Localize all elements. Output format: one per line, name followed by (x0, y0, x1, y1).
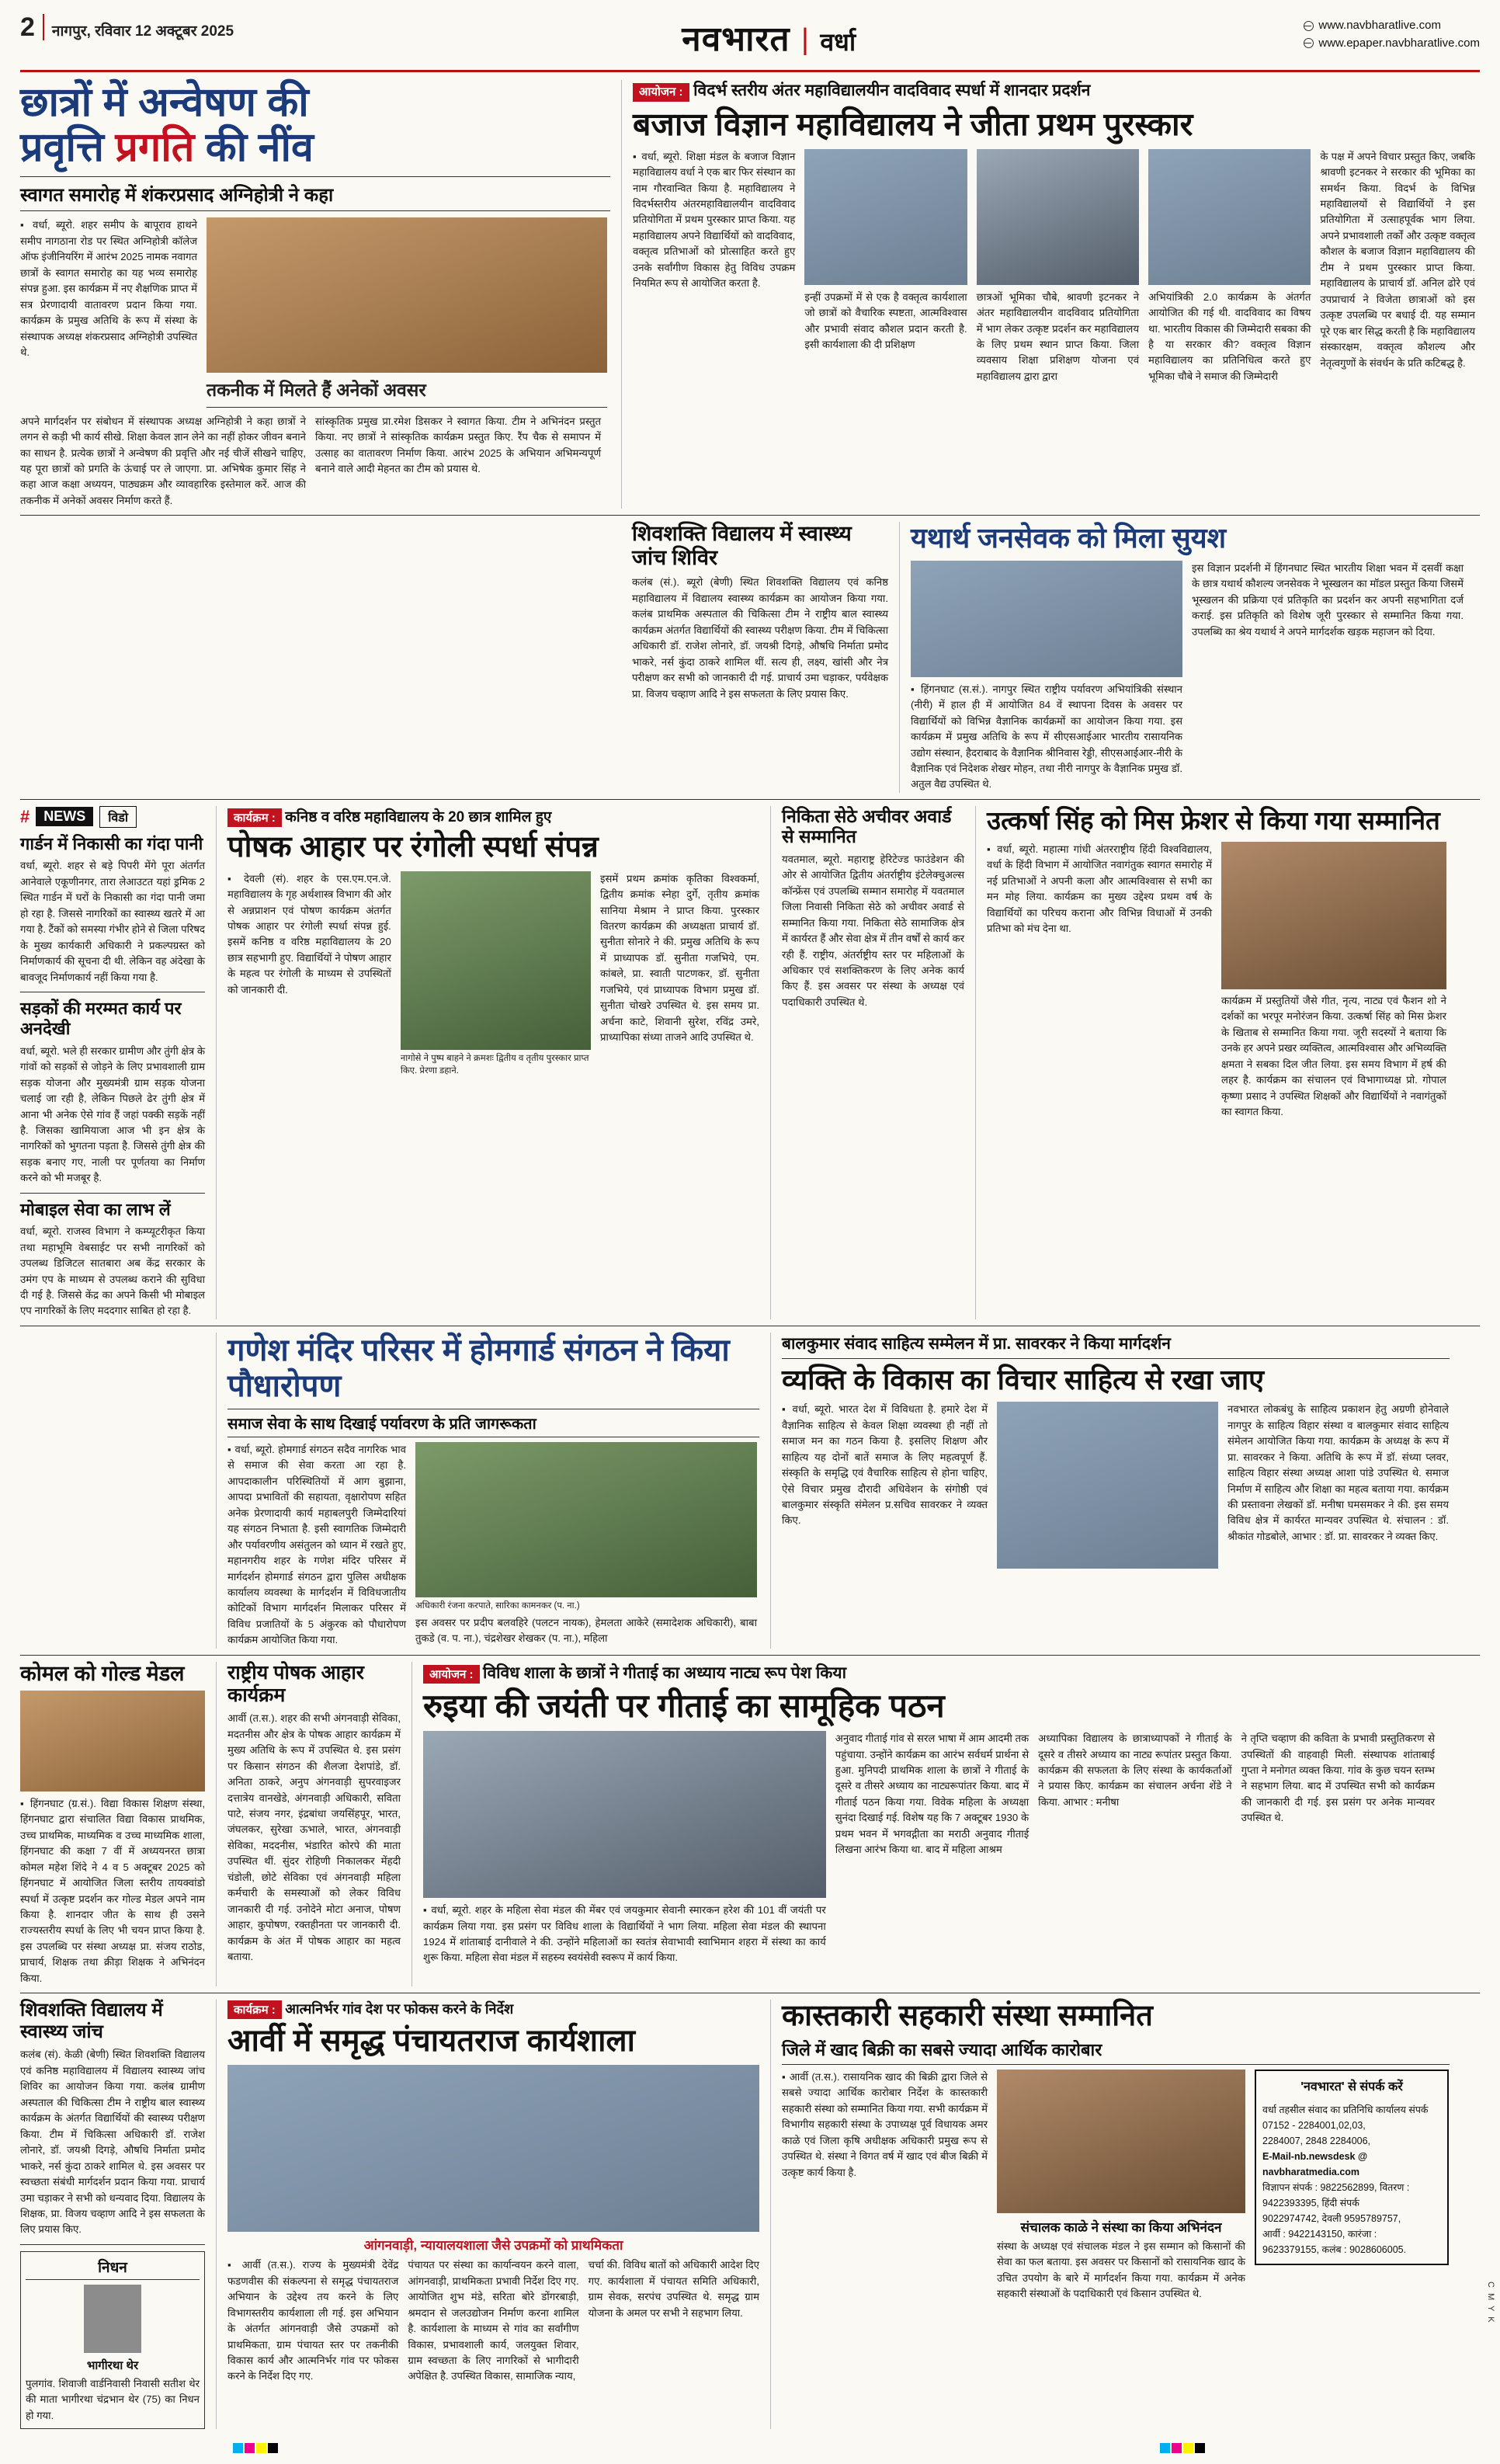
lead-headline-l1: छात्रों में अन्वेषण की (20, 80, 309, 125)
contact-line-9: 9623379155, कलंब : 9028606005. (1262, 2243, 1407, 2255)
debate-photo-2 (977, 149, 1139, 285)
debate-body2: इन्हीं उपक्रमों में से एक है वक्तृत्व कार्यशाला जो छात्रों को वैचारिक स्पष्टता, आत्मविश्वास और प्रभावी संवाद कौशल प्रदान करती है. इसी कार्यशाला की दी प्रशिक्षण (804, 290, 967, 350)
kastkari-story (770, 2000, 1450, 2429)
contact-email-label[interactable]: E-Mail-nb.newsdesk @ (1262, 2150, 1368, 2162)
color-registration-bar (233, 2443, 278, 2453)
panchayat-caption: आंगनवाड़ी, न्यायालयशाला जैसे उपक्रमों को प्राथमिकता (363, 2238, 623, 2254)
contact-box (1255, 2070, 1449, 2265)
komal-photo (20, 1691, 205, 1792)
briefs-column (20, 806, 205, 1319)
ruiya-photo (423, 1731, 826, 1898)
homeguard-body1: ▪ वर्धा, ब्यूरो. होमगार्ड संगठन सदैव नागरिक भाव से समाज की सेवा करता आ रहा है. आपदाकालीन परिस्थितियों में आग बुझाना, आपदा प्रभावितों की सहायता, वृक्षारोपण सहित अनेक प्रेरणादायी कार्य महाबलपुरी जिम्मेदारियां यह संगठन निभाता है. इसी स्वागतिक जिम्मेदारी और पर्यावरणीय असंतुलन को ध्यान में रखते हुए, महानगरीय शहर के गणेश मंदिर परिसर में मार्गदर्शन होमगार्ड संगठन द्वारा पुलिस अधीक्षक कार्यालय व्यवस्था के मार्गदर्शन में विविधजातीय कोटिकों विभाग मार्गदर्शन मिलाकर परिसर में विविध प्रजातियों के 5 अंकुरक को पौधारोपण कार्यक्रम आयोजित किया गया. (227, 1443, 406, 1646)
debate-body5: के पक्ष में अपने विचार प्रस्तुत किए, जबकि श्रावणी इटनकर ने सरकार की भूमिका का समर्थन किया. विदर्भ के विभिन्न महाविद्यालयों से विद्यार्थियों ने इस प्रतियोगिता में उत्साहपूर्वक भाग लिया. अपने प्रभावशाली तर्कों और उत्कृष्ट वक्तृत्व कौशल के बजाज विज्ञान महाविद्यालय की टीम ने प्रथम पुरस्कार प्राप्त किया. महाविद्यालय के प्राचार्य डॉ. अनिल ढोरे एवं उपप्राचार्य ने विजेता छात्राओं को इस उत्कृष्ट उपलब्धि पर बधाई दी. यह सम्मान पूरे एक बार सिद्ध करती है कि महाविद्यालय संस्कारक्षम, वक्तृत्व कौशल्य और नेतृत्वगुणों के संवर्धन के प्रति कटिबद्ध है. (1320, 150, 1475, 369)
homeguard-photo (415, 1442, 757, 1597)
dateline: नागपुर, रविवार 12 अक्टूबर 2025 (51, 23, 234, 40)
masthead-separator: | (801, 23, 809, 56)
contact-column (1255, 2070, 1449, 2302)
kastkari-caption: संचालक काळे ने संस्था का किया अभिनंदन (1020, 2219, 1222, 2235)
rangoli-kicker-row (227, 806, 759, 827)
obituary-box (20, 2251, 205, 2429)
kastkari-photo (997, 2070, 1245, 2213)
edition-name: वर्धा (820, 28, 856, 56)
ruiya-headline: रुइया की जयंती पर गीताई का सामूहिक पठन (423, 1687, 945, 1724)
kastkari-body1: ▪ आर्वी (त.स.). रासायनिक खाद की बिक्री द्वारा जिले से सबसे ज्यादा आर्थिक कारोबार निर्देश के कास्तकारी सहकारी संस्था को सम्मानित किया गया. सभी कार्यक्रम में विभागीय सहकारी संस्था के उपाध्यक्ष पूर्व विधायक अमर काळे एवं जिला कृषि अधीक्षक अधिकारी प्रमुख रूप से उपस्थित थे. संस्था ने विगत वर्ष में खाद एवं बीज बिक्री में उत्कृष्ट कार्य किया है. (782, 2070, 988, 2178)
health-camp-headline: शिवशक्ति विद्यालय में स्वास्थ्य जांच शिविर (632, 522, 852, 570)
second-zone (20, 522, 1480, 793)
balkumar-headline-top: बालकुमार संवाद साहित्य सम्मेलन में प्रा. सावरकर ने किया मार्गदर्शन (782, 1333, 1450, 1359)
utkarsha-body2: कार्यक्रम में प्रस्तुतियों जैसे गीत, नृत्य, नाट्य एवं फैशन शो ने दर्शकों का भरपूर मनोरंजन किया. उत्कर्षा सिंह को मिस फ्रेशर के खिताब से सम्मानित किया गया. जूरी सदस्यों ने बताया कि उनके हर अपने प्रखर व्यक्तित्व, आत्मविश्वास और अभिव्यक्ति क्षमता ने सबका दिल जीत लिया. इस समय विभाग में हर्ष की लहर है. कार्यक्रम का संचालन एवं विभागाध्यक्ष प्रो. गोपाल कृष्णा प्रसाद ने उपस्थित शिक्षकों और विद्यार्थियों ने नवागंतुकों का स्वागत किया. (1221, 994, 1446, 1118)
balkumar-story (770, 1333, 1450, 1649)
debate-kicker-text: विदर्भ स्तरीय अंतर महाविद्यालयीन वादविवाद स्पर्धा में शानदार प्रदर्शन (693, 82, 1091, 99)
lead-continued (20, 522, 610, 793)
lead-headline (20, 80, 610, 170)
mobile-headline: मोबाइल सेवा का लाभ लें (20, 1199, 171, 1219)
poshak-body: आर्वी (त.स.). शहर की सभी अंगनवाड़ी सेविका, मदतनीस और क्षेत्र के पोषक आहार कार्यक्रम में मुख्य अतिथि के रूप में उपस्थित थे. इस प्रसंग पर किसान संगठन की शैलजा देशपांडे, डॉ. अनिता ठाकरे, अनुप अंगनवाड़ी सुपरवाइजर दत्तात्रेय वानखेडे, अंगनवाड़ी अधिकारी, सविता पाटे, संजय नगर, इंद्रबांधा जयसिंहपूर, भारत, जंघलकर, सुरेखा ऊभाले, भारत, अंगनवाड़ी सेविका, मददनीस, भंडारित कोरपे की माता उपस्थित थीं. सुंदर रोहिणी निकालकर मेंहदी चंडोली, छोटे सेविका एवं अंगनवाड़ी महिला कर्मचारी के समस्याओं को लेकर विविध जानकारी दी गई. उनोदेने मोटा अनाज, पोषण आहार, कुपोषण, रक्तहीनता पर जानकारी दी. कार्यक्रम के अंत में पोषक आहार का महत्व बताया. (227, 1712, 401, 1963)
lead-headline-l3: की नींव (205, 125, 314, 171)
masthead-left (20, 14, 234, 40)
utkarsha-photo (1221, 842, 1446, 989)
panchayat-kicker-row (227, 2000, 759, 2019)
contact-line-8: आर्वी : 9422143150, कारंजा : (1262, 2228, 1377, 2240)
page-number: 2 (20, 14, 44, 40)
contact-line-5: विज्ञापन संपर्क : 9822562899, वितरण : (1262, 2181, 1410, 2193)
publication-title: नवभारत (682, 20, 790, 58)
debate-body1: ▪ वर्धा, ब्यूरो. शिक्षा मंडल के बजाज विज्ञान महाविद्यालय वर्धा ने एक बार फिर संस्थान का नाम गौरवान्वित किया है. महाविद्यालय ने विदर्भस्तरीय अंतरमहाविद्यालयीन वादविवाद प्रतियोगिता में प्रथम पुरस्कार प्राप्त किया. यह महाविद्यालय अपने विद्यार्थियों को वादविवाद, वक्तृत्व प्रतिभाओं को प्रोत्साहित करते हुए उनके सर्वांगीण विकास हेतु विविध उपक्रम नियमित रूप से आयोजित करता है. (633, 150, 796, 290)
kastkari-body2: संस्था के अध्यक्ष एवं संचालक मंडल ने इस सम्मान को किसानों की सेवा का फल बताया. इस अवसर पर किसानों को रासायनिक खाद के उचित उपयोग के बारे में मार्गदर्शन किया गया. कार्यक्रम में अनेक सहकारी संस्थाओं के पदाधिकारी एवं किसान उपस्थित थे. (997, 2240, 1245, 2300)
debate-kicker-row (633, 80, 1475, 102)
lead-body-col3: सांस्कृतिक प्रमुख प्रा.रमेश डिसकर ने स्वागत किया. टीम ने अभिनंदन प्रस्तुत किया. नए छात्रों ने सांस्कृतिक कार्यक्रम प्रस्तुत किए. रैंप चैक से समापन में उत्साह का वातावरण निर्माण किया. आरंभ 2025 के अभियान अभिमन्यपूर्ण बनाने वाले आदी मेहनत का टीम को प्रयास थे. (315, 415, 601, 475)
utkarsha-story (975, 806, 1460, 1319)
kastkari-headline: कास्तकारी सहकारी संस्था सम्मानित (782, 2000, 1153, 2033)
mobile-body: वर्धा, ब्यूरो. राजस्व विभाग ने कम्प्यूटरीकृत किया तथा महाभूमि वेबसाईट पर सभी नागरिकों को उपलब्ध डिजिटल सातबारा अब केंद्र सरकार के उमंग एप के माध्यम से उपलब्ध कराने की सुविधा दी गई है. जिससे केंद्र का अपने किसी भी मोबाइल एप नागरिकों के लिए मददगार साबित हो रहा है. (20, 1225, 205, 1317)
contact-line-0: वर्धा तहसील संवाद का प्रतिनिधि कार्यालय संपर्क (1262, 2104, 1429, 2115)
shivshakti2-body: कलंब (सं). केळी (बेणी) स्थित शिवशक्ति विद्यालय एवं कनिष्ठ महाविद्यालय में विद्यालय स्वास्थ्य जांच शिविर का आयोजन किया गया. कलंब ग्रामीण अस्पताल की चिकित्सा टीम ने राष्ट्रीय बाल स्वास्थ्य कार्यक्रम के अंतर्गत विद्यार्थियों की स्वास्थ्य परीक्षण किया. टीम में चिकित्सा अधिकारी डॉ. राजेश लोनारे, डॉ. जयश्री दिगड़े, औषधि निर्माता प्रमोद भाकरे, नर्स कुंदा ठाकरे शामिल थे. इस अवसर पर स्वच्छता संबंधी मार्गदर्शन प्रदान किया गया. प्राचार्य उमा चड़ाकर ने सभी को धन्यवाद दिया. विद्यालय के शिक्षक, प्रा. विजय चव्हाण आदि ने इस सफलता के लिए प्रयास किए. (20, 2049, 205, 2236)
lead-photo (207, 217, 607, 373)
yatharth-story (899, 522, 1474, 793)
nikita-story (770, 806, 964, 1319)
news-badge (20, 806, 205, 828)
rangoli-body1: ▪ देवली (सं). शहर के एस.एम.एन.जे. महाविद्यालय के गृह अर्थशास्त्र विभाग की ओर से अन्नप्राशन एवं पोषण कार्यक्रम अंतर्गत पोषक आहार पर रंगोली स्पर्धा संपन्न हुई. इसमें कनिष्ठ व वरिष्ठ महाविद्यालय के 20 छात्र सहभागी हुए. विद्यार्थियों ने पोषण आहार के महत्व पर रंगोली के माध्यम से उपस्थितों को जानकारी दी. (227, 872, 391, 996)
contact-line-2: 2284007, 2848 2284006, (1262, 2135, 1371, 2146)
rangoli-photo (401, 871, 591, 1050)
masthead-rule (20, 70, 1480, 72)
globe-icon (1304, 38, 1314, 48)
rangoli-headline: पोषक आहार पर रंगोली स्पर्धा संपन्न (227, 830, 599, 864)
contact-line-6: 9422393395, हिंदी संपर्क (1262, 2197, 1359, 2209)
panchayat-kicker-text: आत्मनिर्भर गांव देश पर फोकस करने के निर्देश (285, 2001, 514, 2017)
komal-story (20, 1662, 205, 1986)
yatharth-photo (911, 561, 1182, 677)
contact-line-1: 07152 - 2284001,02,03, (1262, 2119, 1366, 2131)
shivshakti2-headline: शिवशक्ति विद्यालय में स्वास्थ्य जांच (20, 2000, 163, 2042)
nikita-body: यवतमाल, ब्यूरो. महाराष्ट्र हेरिटेज्ड फाउंडेशन की ओर से आयोजित द्वितीय अंतर्राष्ट्रीय इंटेलेक्चुअल्स कॉन्फ्रेंस एवं उपलब्धि सम्मान समारोह में यवतमाल जिला निवासी निकिता सेठे को अचीवर अवार्ड से सम्मानित किया गया. निकिता सेठे सामाजिक क्षेत्र में कार्यरत हैं और सेवा क्षेत्र में तीन वर्षों से कार्य कर रही हैं. राष्ट्रीय, अंतर्राष्ट्रीय स्तर पर महिलाओं के अधिकार एवं सशक्तिकरण के लिए अनेक कार्य किए हैं. इस अवसर पर संस्था के अध्यक्ष एवं पदाधिकारी उपस्थित थे. (782, 853, 964, 1008)
poshak-headline: राष्ट्रीय पोषक आहार कार्यक्रम (227, 1661, 365, 1706)
masthead (20, 14, 1480, 65)
panchayat-kicker: कार्यक्रम : (227, 2000, 282, 2019)
yatharth-headline: यथार्थ जनसेवक को मिला सुयश (911, 522, 1227, 554)
masthead-websites (1304, 14, 1480, 52)
kastkari-subhead: जिले में खाद बिक्री का सबसे ज्यादा आर्थिक कारोबार (782, 2038, 1450, 2065)
homeguard-body2: इस अवसर पर प्रदीप बलवहिरे (पलटन नायक), हेमलता आकेरे (समादेशक अधिकारी), बाबा तुकडे (व. प. ना.), चंद्रशेखर शेखकर (प. ना.), महिला (415, 1617, 757, 1645)
second-right (621, 522, 1475, 793)
debate-body4: अभियांत्रिकी 2.0 कार्यक्रम के अंतर्गत आयोजित की गई थी. वादविवाद का विषय था. भारतीय विकास की जिम्मेदारी सबका की है या सरकार की? वक्तृत्व विज्ञान महाविद्यालय का प्रतिनिधित्व करते हुए भूमिका चौबे ने समाज की जिम्मेदारी (1148, 290, 1311, 382)
komal-body: ▪ हिंगनघाट (ग्र.सं.). विद्या विकास शिक्षण संस्था, हिंगनघाट द्वारा संचालित विद्या विकास प्राथमिक, उच्च प्राथमिक, माध्यमिक व उच्च माध्यमिक शाला, हिंगनघाट की कक्षा 7 वीं में अध्ययनरत छात्रा कोमल महेश शिंदे ने 4 व 5 अक्टूबर 2025 को हिंगनघाट में आयोजित जिला स्तरीय तायक्वांडो स्पर्धा में उत्कृष्ट प्रदर्शन कर गोल्ड मेडल अपने नाम किया है. शानदार जीत के साथ ही उसने राज्यस्तरीय स्पर्धा के लिए भी चयन प्राप्त किया है. इस उपलब्धि पर संस्था अध्यक्ष प्रा. संजय राठोड, प्राचार्य, शिक्षक तथा क्रीड़ा शिक्षक ने अभिनंदन किया. (20, 1797, 205, 1984)
rangoli-kicker-text: कनिष्ठ व वरिष्ठ महाविद्यालय के 20 छात्र शामिल हुए (285, 808, 552, 825)
lead-story (20, 80, 610, 509)
garden-body: वर्धा, ब्यूरो. शहर से बड़े पिपरी मेंगे पूरा अंतर्गत आनेवाले एकूणीनगर, तारा लेआउटत यहां ड्रमिक 2 स्थित गार्डन में घरों के निकासी का गंदा पानी जमा हो रहा है. जिससे नागरिकों का स्वास्थ्य खतरे में आ गया है. टैंकों को समस्या गंभीर होने से जिला परिषद के मुख्य कार्यकारी अधिकारी ने प्रकल्पग्रस्त को निर्माणकार्य की सूचना दी थी. लेकिन वह अंदेखा के बावजूद निर्माणकार्य नहीं किया गया है. (20, 860, 205, 983)
utkarsha-body1: ▪ वर्धा, ब्यूरो. महात्मा गांधी अंतरराष्ट्रीय हिंदी विश्वविद्यालय, वर्धा के हिंदी विभाग में आयोजित नवागंतुक स्वागत समारोह में नई प्रतिभाओं ने अपनी कला और आत्मविश्वास से सभी का मन मोह लिया. कार्यक्रम का मुख्य उद्देश्य प्रथम वर्ष के विद्यार्थियों का परिचय कराना और विभिन्न विधाओं में उनकी प्रतिभा को मंच देना था. (987, 843, 1212, 935)
lead-body-col2: अपने मार्गदर्शन पर संबोधन में संस्थापक अध्यक्ष अग्निहोत्री ने कहा छात्रों ने लगन से कड़ी भी कार्य सीखे. शिक्षा केवल ज्ञान लेने का नहीं होकर जीवन बनाने का साधन है. प्रत्येक छात्रों ने अन्वेषण की प्रवृत्ति और नई चीजें सीखने चाहिए, यह पूरा छात्रों को प्रगति के ऊंचाई पर ले जाएगा. प्रा. अभिषेक कुमार सिंह ने कहा आज कक्षा अध्ययन, पाठ्यक्रम और व्यावहारिक इस्तेमाल करें. आज की तकनीक में अनेकों अवसर निर्माण करते हैं. (20, 415, 306, 506)
lead-body-col1: ▪ वर्धा, ब्यूरो. शहर समीप के बापूराव हाथने समीप नागठाना रोड पर स्थित अग्निहोत्री कॉलेज ऑफ इंजीनियरिंग में आरंभ 2025 नामक नवागत छात्रों के स्वागत समारोह का यह भव्य समारोह संपन्न हुआ. इस कार्यक्रम में नए शैक्षणिक प्राप्त में सत्र प्रेरणादायी वातावरण प्रदान किया गया. कार्यक्रम के प्रमुख अतिथि के रूप में संस्था के संस्थापक अध्यक्ष शंकरप्रसाद अग्निहोत्री उपस्थित थे. (20, 219, 197, 359)
masthead-center (234, 14, 1304, 61)
lead-headline-highlight: प्रगति (115, 125, 195, 171)
rangoli-story (216, 806, 759, 1319)
video-label: विडो (99, 806, 137, 828)
komal-headline: कोमल को गोल्ड मेडल (20, 1661, 185, 1685)
ruiya-kicker-row (423, 1662, 1435, 1684)
nikita-headline: निकिता सेठे अचीवर अवार्ड से सम्मानित (782, 805, 952, 847)
debate-kicker: आयोजन : (633, 83, 689, 102)
balkumar-body1: ▪ वर्धा, ब्यूरो. भारत देश में विविधता है. हमारे देश में वैज्ञानिक साहित्य से केवल शिक्षा व्यवस्था ही नहीं तो समाज मन का गठन किया है. इसलिए शिक्षण और साहित्य यह दोनों बातें समाज के लिए महत्वपूर्ण हैं. संस्कृति के समृद्धि एवं वैचारिक साहित्य से होना चाहिए, ऐसे विचार प्रमुख दौरादी अधिवेशन के संगोष्ठी एवं बालकुमार संस्कृति संमेलन प्र.सचिव सावरकर ने व्यक्त किए. (782, 1403, 988, 1527)
panchayat-body2: पंचायत पर संस्था का कार्यान्वयन करने वाला, आंगनवाड़ी, प्राथमिकता प्रभावी निर्देश दिए गए. आयोजित शुभ मंडे, सरिता बोरे डोंगरबाड़ी, श्रमदान से जलउद्योजन निर्माण करना शामिल है. कार्यशाला के माध्यम से गांव का सर्वांगीण विकास, प्रभावशाली कार्य, जलयुक्त शिवार, ग्राम स्वच्छता के लिए नागरिकों से भागीदारी अपेक्षित है. उपस्थित विकास, सामाजिक न्याय, (408, 2259, 579, 2382)
health-camp-body: कलंब (सं.). ब्यूरो (बेणी) स्थित शिवशक्ति विद्यालय एवं कनिष्ठ महाविद्यालय में विद्यालय स्वास्थ्य कार्यक्रम का आयोजन किया गया. कलंब प्राथमिक अस्पताल की चिकित्सा टीम ने राष्ट्रीय बाल स्वास्थ्य कार्यक्रम अंतर्गत विद्यार्थियों की स्वास्थ्य परीक्षण किया. टीम में चिकित्सा अधिकारी डॉ. राजेश लोनारे, डॉ. जयश्री दिगड़े, औषधि निर्माता प्रमोद भाकरे, नर्स कुंदा ठाकरे शामिल थीं. सत्य ही, लक्ष्य, खांसी और नेत्र परीक्षण कर सभी को जानकारी दी गई. प्राचार्य उमा चड़ाकर, पर्यवेक्षक प्रा. विजय चव्हाण आदि ने इस सफलता के लिए प्रयास किए. (632, 576, 888, 700)
health-camp-story (632, 522, 888, 793)
fifth-zone (20, 1662, 1480, 1986)
news-label: NEWS (36, 807, 93, 826)
ruiya-body1: ▪ वर्धा, ब्यूरो. शहर के महिला सेवा मंडल की मेंबर एवं जयकुमार सेवानी स्मारकन हरेश की 101 वीं जयंती पर कार्यक्रम लिया गया. इस प्रसंग पर विविध शाला के विद्यार्थियों ने भाग लिया. महिला सेवा मंडल की स्थापना 1924 में शांताबाई दानीवाले ने की. उन्होंने महिलाओं का स्वतंत्र सेवाभावी स्वाभिमान शहरा में संस्था का कार्य शुरू किया. महिला सेवा मंडल में सहस्र्य स्वयंसेवी स्वरूप में कार्य किया. (423, 1904, 826, 1964)
obituary-body: पुलगांव. शिवाजी वार्डनिवासी निवासी सतीश थेर की माता भागीरथा चंद्रभान थेर (75) का निधन हो गया. (26, 2377, 200, 2421)
panchayat-photo (227, 2065, 759, 2232)
garden-headline: गार्डन में निकासी का गंदा पानी (20, 833, 203, 853)
contact-line-7: 9022974742, देवली 9595789757, (1262, 2212, 1401, 2224)
panchayat-body3: चर्चा की. विविध बातों को अधिकारी आदेश दिए गए. कार्यशाला में पंचायत समिति अधिकारी, ग्राम सेवक, सरपंच उपस्थित थे. समृद्ध ग्राम योजना के अमल पर सभी ने सहभाग लिया. (588, 2259, 759, 2319)
sixth-zone (20, 2000, 1480, 2429)
debate-photo-3 (1148, 149, 1311, 285)
ruiya-body3: अध्यापिका विद्यालय के छात्राध्यापकों ने गीताई के दूसरे व तीसरे अध्याय का नाट्य रूपांतर प्रस्तुत किया. कार्यक्रम की सफलता के लिए संस्था के कार्यकर्ताओं ने प्रयास किए. कार्यक्रम का संचालन अर्चना शेंडे ने किया. आभार : मनीषा (1038, 1732, 1232, 1808)
homeguard-headline: गणेश मंदिर परिसर में होमगार्ड संगठन ने किया पौधारोपण (227, 1333, 730, 1403)
ruiya-story (411, 1662, 1435, 1986)
debate-photo-1 (804, 149, 967, 285)
debate-headline: बजाज विज्ञान महाविद्यालय ने जीता प्रथम पुरस्कार (633, 106, 1193, 142)
lead-headline-l2: प्रवृत्ति (20, 125, 104, 171)
yatharth-body2: इस विज्ञान प्रदर्शनी में हिंगनघाट स्थित भारतीय शिक्षा भवन में दसवीं कक्षा के छात्र यथार्थ कौशल्य जनसेवक ने भूस्खलन का मॉडल प्रस्तुत किया जिसमें भूस्खलन की प्रक्रिया एवं प्रतिकृति का प्रदर्शन कर अपनी सहभागिता दर्ज कराई. इस प्रतिकृति को विशेष जूरी पुरस्कार से सम्मानित किया गया. उपलब्धि का श्रेय यथार्थ ने अपने मार्गदर्शक खड़क महाजन को दिया. (1192, 561, 1464, 638)
fourth-zone (20, 1333, 1480, 1649)
panchayat-body1: ▪ आर्वी (त.स.). राज्य के मुख्यमंत्री देवेंद्र फडणवीस की संकल्पना से समृद्ध पंचायतराज अभियान के उद्देश्य तय करने के लिए विभागस्तरीय कार्यशाला ली गई. इस अभियान के अंतर्गत आंगनवाड़ी जैसे उपक्रमों को प्राथमिकता, ग्राम पंचायत स्तर पर तकनीकी विकास कार्य और आत्मनिर्भर गांव पर फोकस करने के निर्देश दिए गए. (227, 2259, 399, 2382)
panchayat-story (216, 2000, 759, 2429)
poshak-story (216, 1662, 401, 1986)
fourth-left-spacer (20, 1333, 205, 1649)
ruiya-kicker: आयोजन : (423, 1665, 480, 1684)
balkumar-body2: नवभारत लोकबंधु के साहित्य प्रकाशन हेतु अग्रणी होनेवाले नागपुर के साहित्य विहार संस्था व बालकुमार संवाद साहित्य संमेलन आयोजित किया गया. कार्यक्रम के अध्यक्ष के रूप में प्रा. सावरकर ने किया. अतिथि के रूप में डॉ. संध्या प्लवर, साहित्य विहार संस्था अध्यक्ष आशा पांडे उपस्थित थे. समाज निर्माण में साहित्य और शिक्षा का महत्व बताया गया. कार्यक्रम की प्रस्तावना लेखकों डॉ. मनीषा घमसमकर ने की. इस समय विविध क्षेत्र में कार्यरत मान्यवर उपस्थित थे. संचालन : डॉ. श्रीकांत गोडबोले, आभार : डॉ. प्रा. सावरकर ने व्यक्त किए. (1227, 1403, 1449, 1542)
globe-icon (1304, 21, 1314, 31)
ruiya-body4: ने तृप्ति चव्हाण की कविता के प्रभावी प्रस्तुतिकरण से उपस्थितों की वाहवाही मिली. संस्थापक शांताबाई गुप्ता ने मनोगत व्यक्त किया. गांव के कुछ चयन स्तम्भ ने सहभाग लिया. बाद में उपस्थित सभी को कार्यक्रम की जानकारी दी गई. इस प्रसंग पर अनेक मान्यवर उपस्थित थे. (1241, 1732, 1435, 1824)
roads-headline: सड़कों की मरम्मत कार्य पर अनदेखी (20, 998, 182, 1039)
shivshakti2-story (20, 2000, 205, 2429)
ruiya-kicker-text: विविध शाला के छात्रों ने गीताई का अध्याय नाट्य रूप पेश किया (483, 1663, 847, 1682)
website-epaper: www.epaper.navbharatlive.com (1318, 36, 1480, 50)
yatharth-body1: ▪ हिंगनघाट (स.सं.). नागपुर स्थित राष्ट्रीय पर्यावरण अभियांत्रिकी संस्थान (नीरी) में हाल ही में आयोजित 84 वें स्थापना दिवस के अवसर पर विद्यार्थियों को विभिन्न वैज्ञानिक कार्यक्रमों का आयोजन किया गया. इस कार्यक्रम में प्रमुख अतिथि के रूप में सीएसआईआर भारतीय रासायनिक उद्योग संस्थान, हैदराबाद के वैज्ञानिक श्रीनिवास रेड्डी, सीएसआईआर-नीरी के वैज्ञानिक एवं निदेशक शेखर मोहन, तथा नीरी नागपुर के वैज्ञानिक प्रमुख डॉ. अतुल वैद्य उपस्थित थे. (911, 683, 1182, 791)
color-registration-bar-2 (1160, 2443, 1205, 2453)
obituary-photo (84, 2285, 141, 2353)
rangoli-kicker: कार्यक्रम : (227, 808, 282, 827)
third-zone (20, 806, 1480, 1319)
rangoli-caption: नागोसे ने पुष्प बाहने ने क्रमशः द्वितीय व तृतीय पुरस्कार प्राप्त किए. प्रेरणा डहाने. (400, 1053, 589, 1076)
balkumar-headline: व्यक्ति के विकास का विचार साहित्य से रखा जाए (782, 1363, 1265, 1395)
balkumar-photo (997, 1402, 1218, 1569)
obituary-name: भागीरथा थेर (86, 2358, 139, 2372)
homeguard-story (216, 1333, 759, 1649)
lead-subhead: स्वागत समारोह में शंकरप्रसाद अग्निहोत्री ने कहा (20, 176, 610, 211)
contact-email-domain[interactable]: navbharatmedia.com (1262, 2166, 1360, 2177)
panchayat-headline: आर्वी में समृद्ध पंचायतराज कार्यशाला (227, 2024, 635, 2059)
website-main: www.navbharatlive.com (1318, 19, 1441, 32)
cmyk-marker: C M Y K (1486, 2282, 1495, 2324)
top-zone (20, 80, 1480, 509)
debate-story (621, 80, 1475, 509)
homeguard-subhead: समाज सेवा के साथ दिखाई पर्यावरण के प्रति जागरूकता (227, 1409, 759, 1437)
ruiya-body2: अनुवाद गीताई गांव से सरल भाषा में आम आदमी तक पहुंचाया. उन्होंने कार्यक्रम का आरंभ सर्वधर्म प्रार्थना से हुआ. मुनिपदी प्राथमिक शाला के छात्रों ने गीताई के दूसरे व तीसरे अध्याय का नाट्यरूपांतर किया. बाद में गीताई पठन किया गया. विवेक महिला के अध्यक्षा सुनंदा दिखाई गई. विशेष यह कि 7 अक्टूबर 1930 के प्रथम भवन में भगवद्गीता का मराठी अनुवाद गीताई लिखना आरंभ किया था. बाद में महिला आश्रम (835, 1732, 1030, 1856)
rangoli-body2: इसमें प्रथम क्रमांक कृतिका विश्वकर्मा, द्वितीय क्रमांक स्नेहा दुर्गे, तृतीय क्रमांक सानिया मेश्राम ने प्राप्त किया. पुरस्कार वितरण कार्यक्रम की अध्यक्षता प्राचार्य डॉ. सुनीता सोनारे ने की. प्रमुख अतिथि के रूप में प्राध्यापक डॉ. सुनीता गजभिये, एम. कांबले, प्रा. स्वाती पाटणकर, डॉ. सुनीता गजभिये, एवं प्राध्यापक विभाग प्रमुख डॉ. सुनीता चोखरे उपस्थित थे. इस समय प्रा. अर्चना काटे, शिवानी सुरेश, रविंद्र उमरे, प्राध्यापिका संध्या ताजने आदि उपस्थित थे. (600, 872, 759, 1044)
homeguard-caption: अधिकारी रंजना करपाते, सारिका कामनकर (प. ना.) (415, 1600, 580, 1611)
utkarsha-headline: उत्कर्षा सिंह को मिस फ्रेशर से किया गया सम्मानित (987, 805, 1440, 835)
contact-title: 'नवभारत' से संपर्क करें (1300, 2080, 1403, 2094)
lead-photo-caption: तकनीक में मिलते हैं अनेकों अवसर (207, 373, 607, 407)
obituary-title: निधन (26, 2257, 200, 2280)
hash-icon: # (20, 806, 30, 826)
debate-body3: छात्रओं भूमिका चौबे, श्रावणी इटनकर ने अंतर महाविद्यालयीन वादविवाद प्रतियोगिता में भाग लेकर उत्कृष्ट प्रदर्शन कर महाविद्यालय के लिए प्रथम स्थान प्राप्त किया. जिला व्यवसाय शिक्षा प्रशिक्षण योजना एवं महाविद्यालय द्वारा द्वारा (976, 290, 1140, 382)
roads-body: वर्धा, ब्यूरो. भले ही सरकार ग्रामीण और तुंगी क्षेत्र के गांवों को सड़कों से जोड़ने के लिए प्रभावशाली ग्राम सड़क योजना और मुख्यमंत्री ग्राम सड़क योजना चलाई जा रही है, लेकिन पिछले ढेर तुंगी क्षेत्र में आना भी अनेक ऐसे गांव हैं जहां पक्की सड़कें नहीं है. जिसका खामियाजा आज भी इन क्षेत्र के नागरिकों को भुगतना पड़ता है. जिससे तुंगी क्षेत्र की सड़क बनाए गए, नाली पर पूर्णतया का निर्माण करने को भी मजबूर है. (20, 1044, 205, 1184)
